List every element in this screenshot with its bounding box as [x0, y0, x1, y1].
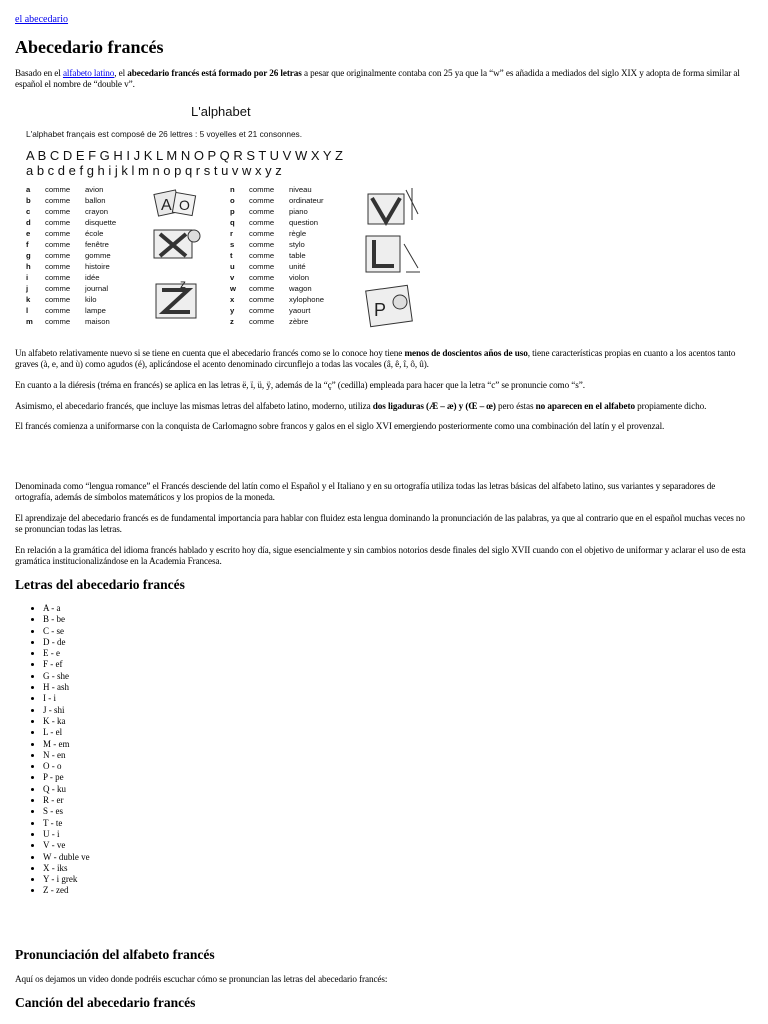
comme-label: comme: [45, 262, 71, 271]
word-row: [26, 295, 97, 304]
comme-label: comme: [45, 240, 71, 249]
paragraph-carlomagno: El francés comienza a uniformarse con la conquista de Carlomagno sobre francos y galos en el siglo XVI emergiendo posteriormente como una combinación del latín y el provenzal.: [15, 421, 665, 431]
example-word: gomme: [85, 251, 111, 260]
example-word: kilo: [85, 295, 97, 304]
a-o-illustration: [154, 190, 196, 216]
example-word: table: [289, 251, 306, 260]
example-word: zèbre: [289, 317, 309, 326]
word-letter: v: [230, 273, 235, 282]
x-illustration: [154, 230, 200, 258]
example-word: question: [289, 218, 319, 227]
svg-text:P: P: [374, 300, 387, 320]
example-word: stylo: [289, 240, 305, 249]
breadcrumb: [15, 14, 68, 25]
letter-item: • Y - i grek: [43, 874, 90, 885]
comme-label: comme: [249, 262, 275, 271]
comme-label: comme: [45, 251, 71, 260]
comme-label: comme: [249, 207, 275, 216]
comme-label: comme: [45, 295, 71, 304]
example-word: yaourt: [289, 306, 311, 315]
lowercase-letters: a b c d e f g h i j k l m n o p q r s t u v w x y z: [26, 163, 282, 178]
word-row: [230, 273, 309, 282]
page-title: Abecedario francés: [15, 37, 164, 57]
word-row: [26, 218, 116, 227]
example-word: avion: [85, 185, 104, 194]
word-letter: q: [230, 218, 235, 227]
word-row: [230, 229, 306, 238]
word-letter: t: [230, 251, 233, 260]
comme-label: comme: [45, 218, 71, 227]
image-intro: L'alphabet français est composé de 26 lettres : 5 voyelles et 21 consonnes.: [26, 129, 303, 139]
comme-label: comme: [249, 284, 275, 293]
paragraph-aprendizaje: El aprendizaje del abecedario francés es de fundamental importancia para hablar con fluidez esta lengua dominando la pronunciación de las palabras, ya que al contrario que en el español muchas veces no se pronuncian todas las letras.: [15, 513, 745, 534]
word-row: [26, 306, 106, 315]
word-letter: i: [26, 273, 29, 282]
example-word: journal: [85, 284, 109, 293]
word-row: [230, 207, 308, 216]
letter-item: • N - en: [43, 750, 90, 761]
letter-item: • H - ash: [43, 682, 90, 693]
letter-item: • E - e: [43, 648, 90, 659]
word-row: [230, 284, 312, 293]
paragraph-video: Aquí os dejamos un video donde podréis escuchar cómo se pronuncian las letras del abecedario francés:: [15, 974, 388, 984]
word-letter: r: [230, 229, 233, 238]
alfabeto-latino-link[interactable]: alfabeto latino: [62, 68, 115, 78]
comme-label: comme: [249, 273, 275, 282]
example-word: niveau: [289, 185, 312, 194]
image-title: L'alphabet: [191, 104, 251, 119]
z-illustration: [156, 277, 196, 318]
word-letter: p: [230, 207, 235, 216]
comme-label: comme: [249, 218, 275, 227]
example-word: ballon: [85, 196, 106, 205]
word-letter: d: [26, 218, 31, 227]
heading-letras: Letras del abecedario francés: [15, 577, 185, 592]
word-letter: w: [230, 284, 236, 293]
letter-item: • L - el: [43, 727, 90, 738]
word-row: [230, 196, 324, 205]
example-word: histoire: [85, 262, 110, 271]
example-word: disquette: [85, 218, 117, 227]
word-letter: o: [230, 196, 235, 205]
example-word: lampe: [85, 306, 106, 315]
word-letter: n: [230, 185, 235, 194]
letter-item: • D - de: [43, 637, 90, 648]
letter-item: • Z - zed: [43, 885, 90, 896]
letter-item: • Q - ku: [43, 784, 90, 795]
word-letter: z: [230, 317, 234, 326]
letter-item: • B - be: [43, 614, 90, 625]
paragraph-gramatica: En relación a la gramática del idioma francés hablado y escrito hoy día, sigue esencialmente y sin cambios notorios desde finales del siglo XVII cuando con el objetivo de uniformar y aclarar el uso de esta gramática institucionalizándose en la Academia Francesa.: [15, 545, 746, 566]
word-row: [26, 185, 103, 194]
word-letter: e: [26, 229, 31, 238]
letter-item: • P - pe: [43, 772, 90, 783]
comme-label: comme: [45, 273, 71, 282]
word-letter: m: [26, 317, 33, 326]
word-row: [26, 273, 100, 282]
comme-label: comme: [45, 284, 71, 293]
word-letter: h: [26, 262, 31, 271]
word-row: [230, 185, 312, 194]
word-letter: g: [26, 251, 31, 260]
word-letter: c: [26, 207, 31, 216]
right-letter-illustrations: [362, 184, 424, 329]
letter-item: • T - te: [43, 818, 90, 829]
svg-text:z: z: [180, 277, 186, 291]
letter-item: • F - ef: [43, 659, 90, 670]
word-row: [230, 306, 310, 315]
letter-item: • S - es: [43, 806, 90, 817]
word-row: [26, 317, 110, 326]
letters-list: [15, 603, 90, 897]
comme-label: comme: [45, 229, 71, 238]
word-row: [26, 251, 111, 260]
word-letter: x: [230, 295, 235, 304]
example-word: ordinateur: [289, 196, 324, 205]
letter-item: • A - a: [43, 603, 90, 614]
example-word: piano: [289, 207, 308, 216]
example-word: règle: [289, 229, 307, 238]
comme-label: comme: [45, 207, 71, 216]
word-row: [230, 295, 324, 304]
comme-label: comme: [249, 295, 275, 304]
intro-paragraph: Basado en el alfabeto latino, el abecedario francés está formado por 26 letras a pesar que originalmente contaba con 25 ya que la “w” es añadida a mediados del siglo XIX y adopta de forma similar al español el nombre de “double v”.: [15, 68, 740, 89]
word-row: [230, 240, 305, 249]
alphabet-image: [26, 98, 424, 338]
word-row: [26, 284, 108, 293]
example-word: école: [85, 229, 104, 238]
example-word: wagon: [289, 284, 312, 293]
example-word: xylophone: [289, 295, 325, 304]
example-word: fenêtre: [85, 240, 109, 249]
word-letter: u: [230, 262, 235, 271]
word-row: [230, 262, 306, 271]
word-row: [230, 317, 308, 326]
p-illustration: [366, 285, 413, 326]
comme-label: comme: [249, 317, 275, 326]
l-illustration: [366, 236, 420, 272]
comme-label: comme: [249, 229, 275, 238]
word-row: [230, 251, 306, 260]
word-letter: s: [230, 240, 235, 249]
word-row: [26, 207, 108, 216]
letter-item: • K - ka: [43, 716, 90, 727]
comme-label: comme: [45, 185, 71, 194]
word-letter: j: [26, 284, 29, 293]
paragraph-history: Un alfabeto relativamente nuevo si se tiene en cuenta que el abecedario francés como se lo conoce hoy tiene menos de doscientos años de uso, tiene características propias en cuanto a los acentos tanto graves (à, e, and ù) como agudos (é), aplicándose el acento denominado circunflejo a todas las vocales (â, ê, î, ô, û).: [15, 348, 736, 369]
letter-item: • I - i: [43, 693, 90, 704]
word-letter: b: [26, 196, 31, 205]
letter-item: • X - iks: [43, 863, 90, 874]
letter-item: • C - se: [43, 626, 90, 637]
word-row: [26, 196, 106, 205]
heading-pronunciacion: Pronunciación del alfabeto francés: [15, 947, 215, 962]
word-letter: f: [26, 240, 29, 249]
paragraph-dieresis: En cuanto a la diéresis (tréma en francés) se aplica en las letras ë, ï, ü, ÿ, además de la “ç” (cedilla) empleada para hacer que la letra “c” se pronuncie como “s”.: [15, 380, 585, 390]
example-word: unité: [289, 262, 306, 271]
letter-item: • U - i: [43, 829, 90, 840]
comme-label: comme: [249, 251, 275, 260]
example-word: idée: [85, 273, 100, 282]
heading-cancion: Canción del abecedario francés: [15, 995, 196, 1010]
letter-item: • O - o: [43, 761, 90, 772]
comme-label: comme: [249, 240, 275, 249]
word-letter: y: [230, 306, 235, 315]
comme-label: comme: [45, 196, 71, 205]
letter-item: • R - er: [43, 795, 90, 806]
comme-label: comme: [249, 196, 275, 205]
letter-item: • V - ve: [43, 840, 90, 851]
letter-item: • M - em: [43, 739, 90, 750]
word-row: [26, 262, 110, 271]
svg-text:A: A: [161, 197, 172, 214]
v-illustration: [368, 188, 418, 224]
example-word: violon: [289, 273, 310, 282]
word-letter: l: [26, 306, 29, 315]
comme-label: comme: [45, 317, 71, 326]
letter-item: • W - duble ve: [43, 852, 90, 863]
letter-item: • J - shi: [43, 705, 90, 716]
comme-label: comme: [249, 306, 275, 315]
comme-label: comme: [249, 185, 275, 194]
breadcrumb-link[interactable]: el abecedario: [15, 14, 69, 25]
word-letter: k: [26, 295, 31, 304]
comme-label: comme: [45, 306, 71, 315]
word-row: [230, 218, 318, 227]
letter-item: • G - she: [43, 671, 90, 682]
svg-text:O: O: [179, 197, 190, 213]
word-row: [26, 240, 109, 249]
example-word: crayon: [85, 207, 109, 216]
example-word: maison: [85, 317, 110, 326]
word-row: [26, 229, 103, 238]
word-letter: a: [26, 185, 31, 194]
paragraph-lengua-romance: Denominada como “lengua romance” el Francés desciende del latín como el Español y el Italiano y en su ortografía utiliza todas las letras básicas del alfabeto latino, sus variantes y separadores de ortografía, además de símbolos matemáticos y los propios de la moneda.: [15, 481, 716, 502]
paragraph-ligaduras: Asimismo, el abecedario francés, que incluye las mismas letras del alfabeto latino, moderno, utiliza dos ligaduras (Æ – æ) y (Œ – œ) pero éstas no aparecen en el alfabeto propiamente dicho.: [15, 401, 707, 411]
uppercase-letters: A B C D E F G H I J K L M N O P Q R S T U V W X Y Z: [26, 148, 343, 163]
left-letter-illustrations: [150, 184, 210, 329]
